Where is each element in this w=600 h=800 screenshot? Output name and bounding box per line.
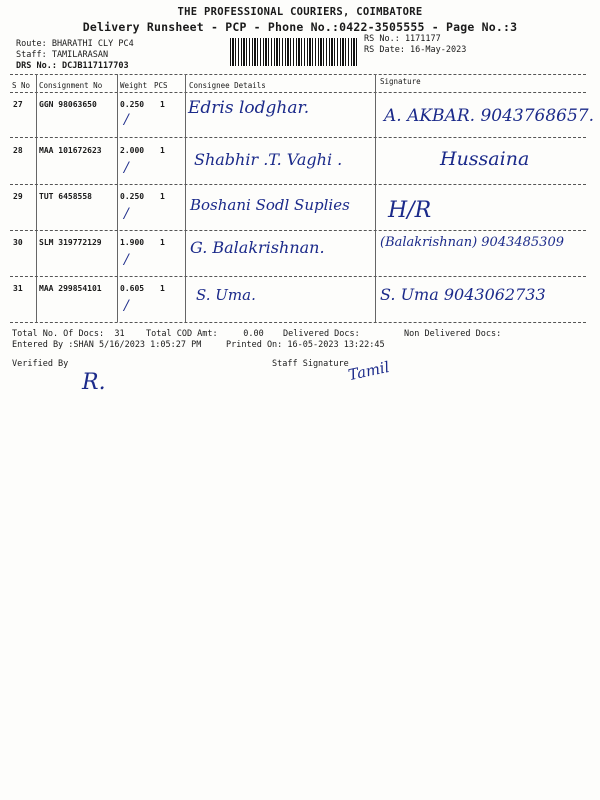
staff-label: Staff: TAMILARASAN	[16, 50, 109, 60]
row-consignment: MAA 299854101	[39, 284, 102, 293]
total-docs: Total No. Of Docs: 31	[12, 329, 125, 339]
tick-mark: /	[124, 112, 129, 128]
verified-by-label: Verified By	[12, 359, 69, 369]
row-consignee: G. Balakrishnan.	[190, 238, 325, 257]
row-consignment: SLM 319772129	[39, 238, 102, 247]
row-consignment: MAA 101672623	[39, 146, 102, 155]
row-signature: A. AKBAR. 9043768657.	[384, 106, 595, 126]
row-sno: 27	[13, 100, 23, 109]
col-sno: S No	[12, 81, 31, 90]
col-weight: Weight	[120, 81, 148, 90]
rs-date: RS Date: 16-May-2023	[364, 45, 467, 55]
rs-number: RS No.: 1171177	[364, 34, 441, 44]
row-weight: 0.605	[120, 284, 145, 293]
row-pcs: 1	[160, 146, 165, 155]
row-pcs: 1	[160, 238, 165, 247]
row-pcs: 1	[160, 100, 165, 109]
row-signature: H/R	[388, 198, 432, 223]
total-cod: Total COD Amt: 0.00	[146, 329, 264, 339]
drs-number: DRS No.: DCJB117117703	[16, 61, 129, 71]
row-consignment: TUT 6458558	[39, 192, 92, 201]
staff-signature-label: Staff Signature	[272, 359, 349, 369]
row-weight: 0.250	[120, 100, 145, 109]
row-sno: 30	[13, 238, 23, 247]
row-weight: 0.250	[120, 192, 145, 201]
tick-mark: /	[124, 206, 129, 222]
tick-mark: /	[124, 252, 129, 268]
row-sno: 29	[13, 192, 23, 201]
runsheet-title: Delivery Runsheet - PCP - Phone No.:0422-3505555 - Page No.:3	[82, 20, 518, 34]
col-signature: Signature	[380, 77, 421, 86]
route-label: Route: BHARATHI CLY PC4	[16, 39, 134, 49]
row-consignee: Edris lodghar.	[188, 98, 310, 118]
delivered-docs: Delivered Docs:	[283, 329, 360, 339]
printed-on: Printed On: 16-05-2023 13:22:45	[226, 340, 385, 350]
tick-mark: /	[124, 298, 129, 314]
row-signature: (Balakrishnan) 9043485309	[380, 235, 564, 250]
row-weight: 1.900	[120, 238, 145, 247]
verifier-signature: R.	[82, 370, 106, 395]
entered-by: Entered By :SHAN 5/16/2023 1:05:27 PM	[12, 340, 202, 350]
row-weight: 2.000	[120, 146, 145, 155]
non-delivered-docs: Non Delivered Docs:	[404, 329, 502, 339]
barcode	[230, 38, 358, 66]
row-consignee: Boshani Sodl Suplies	[190, 196, 350, 214]
row-signature: S. Uma 9043062733	[380, 285, 546, 304]
row-sno: 28	[13, 146, 23, 155]
row-pcs: 1	[160, 284, 165, 293]
row-consignee: Shabhir .T. Vaghi .	[194, 150, 343, 169]
row-pcs: 1	[160, 192, 165, 201]
col-pcs: PCS	[154, 81, 168, 90]
row-consignment: GGN 98063650	[39, 100, 97, 109]
col-consignee: Consignee Details	[189, 81, 266, 90]
col-consignment: Consignment No	[39, 81, 103, 90]
row-signature: Hussaina	[440, 148, 530, 170]
row-sno: 31	[13, 284, 23, 293]
row-consignee: S. Uma.	[196, 286, 256, 304]
tick-mark: /	[124, 160, 129, 176]
company-title: THE PROFESSIONAL COURIERS, COIMBATORE	[177, 6, 423, 18]
staff-signature-mark: Tamil	[346, 357, 392, 385]
